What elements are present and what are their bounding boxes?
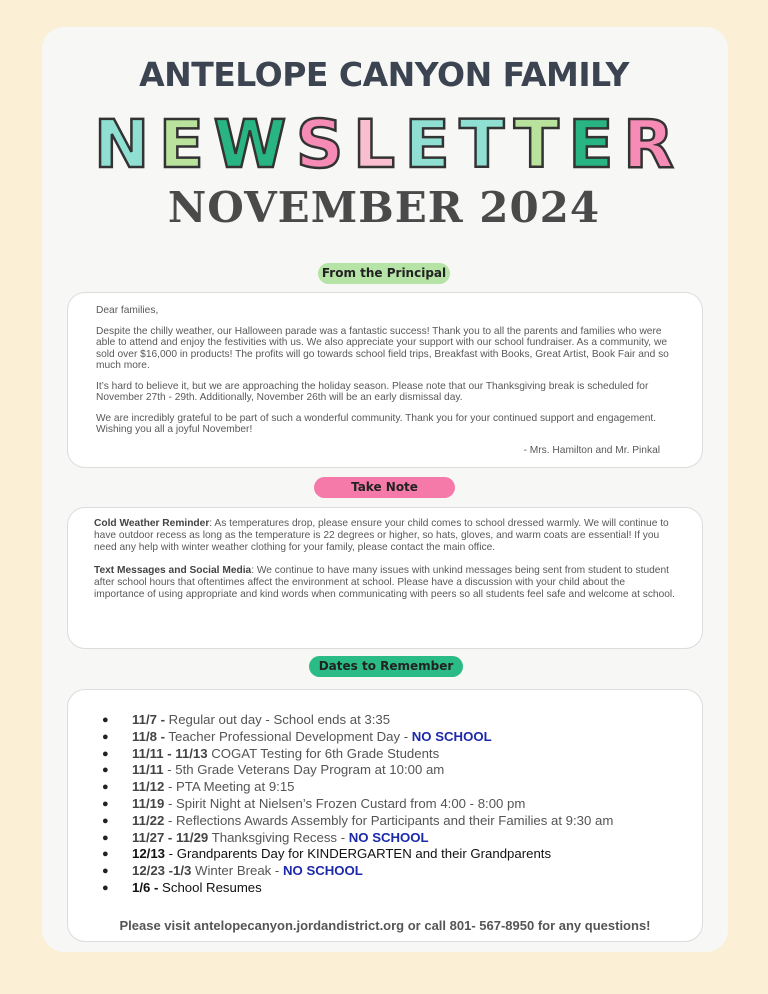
dates-list (96, 712, 682, 897)
newsletter-letter: T (513, 106, 559, 183)
dates-box (67, 689, 703, 942)
date-item (96, 729, 682, 746)
date-description: Teacher Professional Development Day - (165, 728, 412, 744)
note-item (94, 565, 678, 601)
no-school-label: NO SCHOOL (348, 829, 429, 845)
bullet-icon: ● (102, 848, 109, 861)
newsletter-letter: N (94, 106, 150, 183)
newsletter-letter: E (568, 106, 614, 183)
note-text: : As temperatures drop, please ensure your child comes to school dressed warmly. We will continue to have outdoor recess as long as the temperature is 22 degrees or higher, so hats, gloves, and warm coats are essential! If you need any help with winter weather clothing for your family, please contact the main office. (94, 518, 669, 553)
take-note-box (67, 507, 703, 649)
no-school-label: NO SCHOOL (283, 863, 363, 879)
date-item (96, 746, 682, 763)
date-item (96, 863, 682, 880)
date-description: Regular out day - School ends at 3:35 (165, 712, 391, 727)
date-label: 11/27 - 11/29 (132, 829, 209, 845)
issue-month: NOVEMBER 2024 (167, 183, 601, 232)
newsletter-letter: E (404, 106, 450, 183)
principal-paragraph: It’s hard to believe it, but we are approaching the holiday season. Please note that our Thanksgiving break is scheduled for November 27th - 29th. Additionally, November 26th will be an early dismissal day. (96, 380, 649, 403)
principal-paragraph: We are incredibly grateful to be part of such a wonderful community. Thank you for your continued support and engagement. Wishing you all a joyful November! (96, 412, 657, 435)
principal-letter-box (67, 292, 703, 468)
note-text: : We continue to have many issues with unkind messages being sent from student to student after school hours that oftentimes affect the environment at school. Please have a discussion with your child about the importance of using appropriate and kind words when communicating with peers so all students feel safe and welcome at school. (94, 565, 676, 600)
date-label: 11/12 (132, 779, 165, 795)
date-label: 11/22 (132, 812, 165, 828)
newsletter-letter: T (459, 106, 505, 183)
no-school-label: NO SCHOOL (411, 728, 492, 744)
bullet-icon: ● (102, 747, 109, 760)
note-title: Text Messages and Social Media (94, 565, 252, 576)
date-label: 11/7 - (132, 712, 165, 727)
newsletter-letter: L (352, 106, 396, 183)
date-item (96, 880, 682, 897)
bullet-icon: ● (102, 730, 109, 743)
date-item (96, 779, 682, 796)
school-name: ANTELOPE CANYON FAMILY (139, 55, 629, 94)
date-label: 11/11 (132, 762, 164, 778)
date-description: Thanksgiving Recess - (208, 829, 349, 845)
note-title: Cold Weather Reminder (94, 518, 210, 529)
bullet-icon: ● (102, 764, 109, 777)
bullet-icon: ● (102, 781, 109, 794)
newsletter-letter: R (623, 106, 674, 183)
date-description: - Spirit Night at Nielsen’s Frozen Custard from 4:00 - 8:00 pm (164, 795, 526, 811)
date-description: - Grandparents Day for KINDERGARTEN and their Grandparents (165, 846, 552, 862)
bullet-icon: ● (102, 831, 109, 844)
date-description: Winter Break - (191, 863, 283, 879)
newsletter-wordmark (94, 106, 674, 183)
note-item (94, 518, 678, 554)
date-label: 11/8 - (132, 728, 165, 744)
date-description: - Reflections Awards Assembly for Participants and their Families at 9:30 am (164, 812, 614, 828)
date-label: 11/19 (132, 795, 165, 811)
date-label: 12/13 (132, 846, 166, 862)
signoff: - Mrs. Hamilton and Mr. Pinkal (523, 444, 660, 456)
bullet-icon: ● (102, 814, 109, 827)
newsletter-letter: W (213, 106, 287, 183)
bullet-icon: ● (102, 797, 109, 810)
date-label: 11/11 - 11/13 (132, 745, 208, 761)
date-item (96, 762, 682, 779)
section-heading-take-note: Take Note (314, 477, 455, 498)
bullet-icon: ● (102, 881, 109, 894)
section-heading-principal: From the Principal (318, 263, 450, 284)
footer-contact: Please visit antelopecanyon.jordandistrict.org or call 801- 567-8950 for any questions! (119, 918, 651, 933)
newsletter-letter: E (158, 106, 204, 183)
date-item (96, 846, 682, 863)
bullet-icon: ● (102, 865, 109, 878)
date-description: - PTA Meeting at 9:15 (164, 779, 295, 795)
date-description: COGAT Testing for 6th Grade Students (207, 745, 440, 761)
section-heading-dates: Dates to Remember (309, 656, 463, 677)
bullet-icon: ● (102, 714, 109, 726)
date-label: 12/23 -1/3 (132, 863, 192, 879)
date-item (96, 712, 682, 729)
date-description: - 5th Grade Veterans Day Program at 10:00 am (163, 762, 445, 778)
principal-paragraph: Despite the chilly weather, our Halloween parade was a fantastic success! Thank you to all the parents and families who were able to attend and enjoy the festivities with us. We also appreciate your support with our school fundraiser. As a community, we sold over $16,000 in products! The profits will go towards school field trips, Breakfast with Books, Great Artist, Book Fair and so much more. (96, 325, 669, 371)
date-item (96, 813, 682, 830)
greeting: Dear families, (96, 305, 159, 316)
date-item (96, 796, 682, 813)
date-item (96, 830, 682, 847)
date-description: School Resumes (158, 879, 262, 895)
newsletter-letter: S (295, 106, 344, 183)
date-label: 1/6 - (132, 879, 159, 895)
